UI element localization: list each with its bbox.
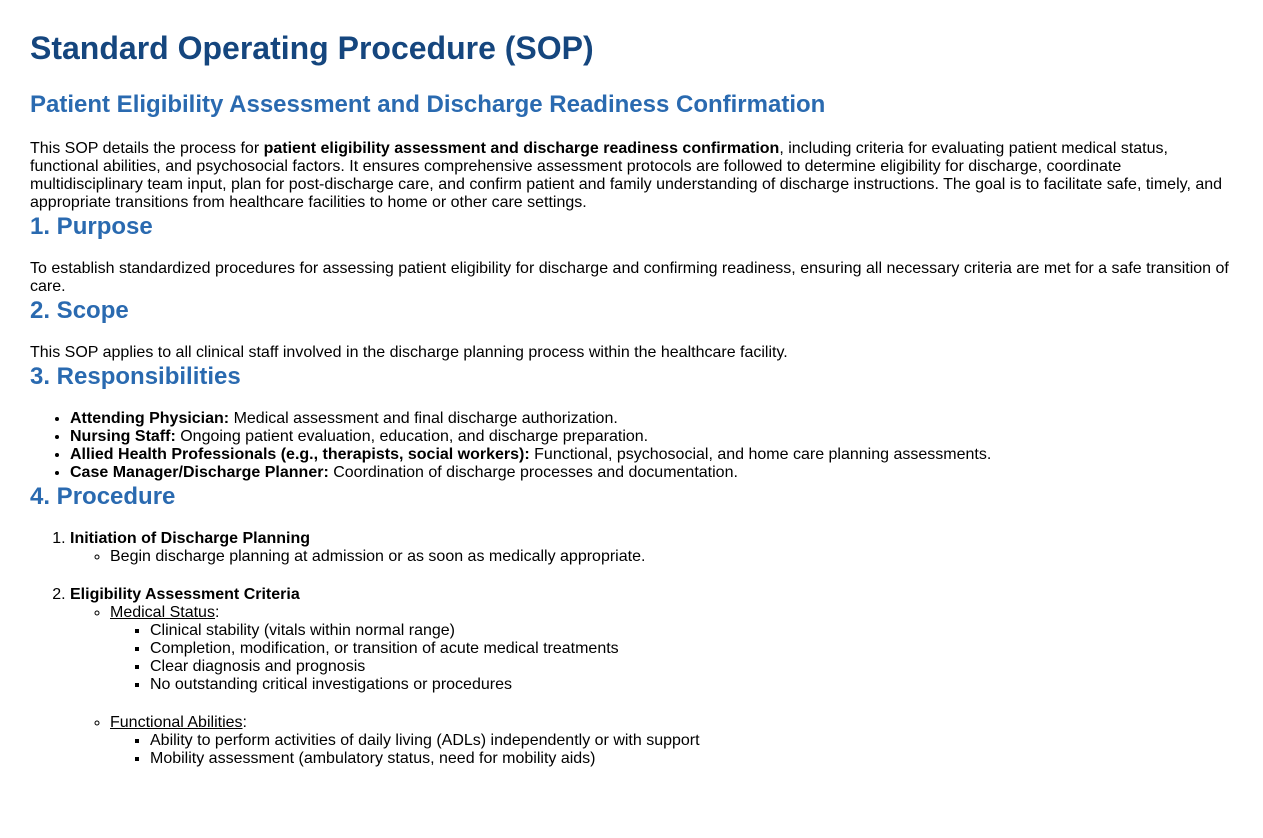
list-item: ◦ Begin discharge planning at admission or as soon as medically appropriate. <box>110 548 1233 566</box>
procedure-heading: 4. Procedure <box>30 483 176 510</box>
list-item: ▪ Clear diagnosis and prognosis <box>150 658 1233 676</box>
list-item <box>70 464 1233 482</box>
step-title: Initiation of Discharge Planning <box>70 530 311 547</box>
role-label: Nursing Staff: <box>70 428 176 445</box>
responsibilities-heading: 3. Responsibilities <box>30 363 241 390</box>
role-description: Ongoing patient evaluation, education, and discharge preparation. <box>175 428 649 445</box>
procedure-step <box>70 586 1233 768</box>
role-label: Attending Physician: <box>70 410 230 427</box>
responsibilities-list <box>30 410 1233 482</box>
list-item <box>70 446 1233 464</box>
role-description: Medical assessment and final discharge authorization. <box>229 410 618 427</box>
list-item: ▪ No outstanding critical investigations or procedures <box>150 676 1233 694</box>
procedure-step <box>70 530 1233 566</box>
role-description: Coordination of discharge processes and documentation. <box>328 464 738 481</box>
intro-paragraph <box>30 140 1233 212</box>
role-label: Case Manager/Discharge Planner: <box>70 464 329 481</box>
criteria-list <box>110 732 1233 768</box>
purpose-heading: 1. Purpose <box>30 213 153 240</box>
intro-text-start: This SOP details the process for <box>30 140 264 157</box>
step-title: Eligibility Assessment Criteria <box>70 586 300 603</box>
intro-text-end: , including criteria for evaluating patient medical status, functional abilities, and psychosocial factors. It ensures comprehensive assessment protocols are followed to determine eligibility for discharge, coordinate multidisciplinary team input, plan for post-discharge care, and confirm patient and family understanding of discharge instructions. The goal is to facilitate safe, timely, and appropriate transitions from healthcare facilities to home or other care settings. <box>30 140 1223 211</box>
list-item: ▪ Ability to perform activities of daily living (ADLs) independently or with support <box>150 732 1233 750</box>
step-sublist <box>70 548 1233 566</box>
criteria-group-suffix: : <box>214 604 220 621</box>
list-item <box>70 428 1233 446</box>
role-description: Functional, psychosocial, and home care planning assessments. <box>529 446 992 463</box>
purpose-text: To establish standardized procedures for assessing patient eligibility for discharge and confirming readiness, ensuring all necessary criteria are met for a safe transition of care. <box>30 260 1229 295</box>
criteria-group-label: Functional Abilities <box>110 714 243 731</box>
role-label: Allied Health Professionals (e.g., therapists, social workers): <box>70 446 530 463</box>
list-item: ▪ Mobility assessment (ambulatory status, need for mobility aids) <box>150 750 1233 768</box>
step-sublist <box>70 604 1233 768</box>
criteria-group <box>110 714 1233 768</box>
procedure-steps-list <box>30 530 1233 768</box>
criteria-group-label: Medical Status <box>110 604 215 621</box>
criteria-list <box>110 622 1233 694</box>
page-title: Standard Operating Procedure (SOP) <box>30 30 594 66</box>
intro-bold-text: patient eligibility assessment and discharge readiness confirmation <box>263 140 780 157</box>
criteria-group <box>110 604 1233 694</box>
list-item <box>70 410 1233 428</box>
list-item: ▪ Completion, modification, or transition of acute medical treatments <box>150 640 1233 658</box>
document-subtitle: Patient Eligibility Assessment and Discharge Readiness Confirmation <box>30 91 826 118</box>
scope-heading: 2. Scope <box>30 297 129 324</box>
scope-text: This SOP applies to all clinical staff involved in the discharge planning process within the healthcare facility. <box>30 344 788 361</box>
list-item: ▪ Clinical stability (vitals within normal range) <box>150 622 1233 640</box>
criteria-group-suffix: : <box>242 714 247 731</box>
